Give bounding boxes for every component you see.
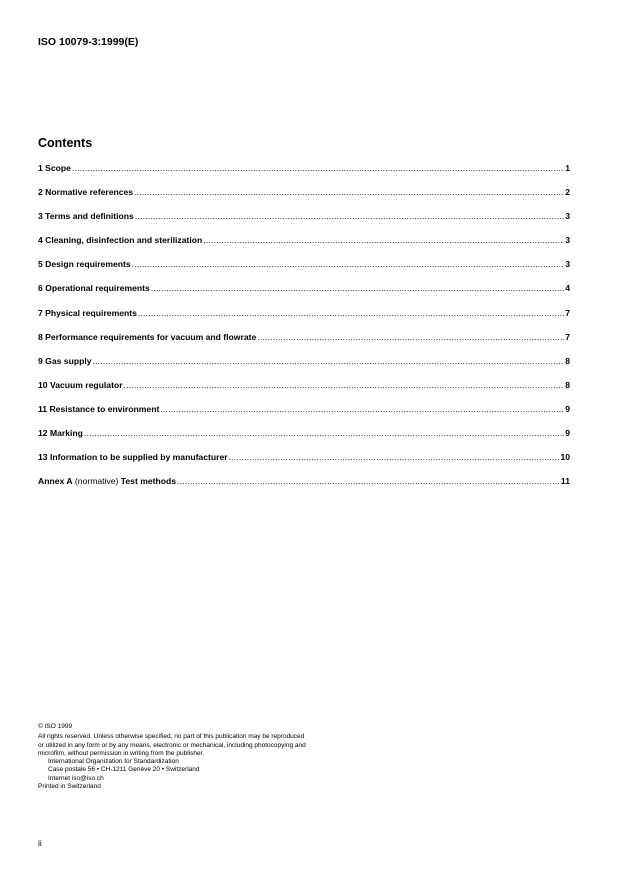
toc-entry-title: 9 Gas supply [38,355,92,366]
dot-leader [229,452,560,462]
contents-heading: Contents [38,136,93,150]
dot-leader [151,283,564,293]
toc-entry-gas-supply[interactable] [38,356,570,380]
toc-entry-page: 8 [565,379,570,390]
dot-leader [160,404,564,414]
toc-entry-title: 6 Operational requirements [38,283,150,294]
dot-leader [203,235,564,245]
toc-entry-title: 7 Physical requirements [38,307,137,318]
toc-entry-title: 12 Marking [38,428,83,439]
toc-entry-design-requirements[interactable] [38,259,570,283]
toc-entry-title: 8 Performance requirements for vacuum and flowrate [38,331,257,342]
toc-entry-vacuum-regulator[interactable] [38,380,570,404]
toc-entry-terms-and-definitions[interactable] [38,211,570,235]
toc-entry-title: 2 Normative references [38,187,134,198]
dot-leader [138,308,564,318]
toc-entry-page: 9 [565,428,570,439]
toc-entry-page: 9 [565,403,570,414]
dot-leader [132,259,565,269]
toc-entry-annex-a[interactable] [38,476,570,500]
copyright-line: © ISO 1999 [38,723,73,730]
annex-title: Test methods [120,476,177,487]
document-identifier: ISO 10079-3:1999(E) [38,36,139,48]
toc-entry-normative-references[interactable] [38,187,570,211]
toc-entry-title: 4 Cleaning, disinfection and sterilization [38,235,203,246]
toc-entry-physical-requirements[interactable] [38,308,570,332]
dot-leader [72,163,564,173]
dot-leader [177,476,560,486]
rights-text-line: All rights reserved. Unless otherwise specified, no part of this publication may be reproduced [38,733,305,741]
toc-entry-title: 5 Design requirements [38,259,131,270]
toc-entry-page: 4 [565,283,570,294]
toc-entry-operational-requirements[interactable] [38,283,570,307]
toc-entry-title: 13 Information to be supplied by manufacturer [38,452,228,463]
toc-entry-cleaning[interactable] [38,235,570,259]
toc-entry-scope[interactable] [38,163,570,187]
toc-entry-information-supplied[interactable] [38,452,570,476]
rights-text-line: or utilized in any form or by any means, electronic or mechanical, including photocopying and [38,741,306,749]
toc-entry-page: 7 [565,331,570,342]
dot-leader [84,428,564,438]
toc-entry-title: 3 Terms and definitions [38,211,134,222]
toc-entry-page: 8 [565,355,570,366]
rights-text-line: microfilm, without permission in writing from the publisher. [38,749,205,757]
organization-name: International Organization for Standardization [48,758,179,766]
toc-entry-title: 1 Scope [38,163,71,173]
toc-entry-resistance-to-environment[interactable] [38,404,570,428]
printed-in: Printed in Switzerland [38,783,101,791]
toc-entry-title: 11 Resistance to environment [38,403,160,414]
annex-qualifier: (normative) [72,476,121,487]
copyright-notice [38,723,306,791]
toc-entry-page: 2 [565,187,570,198]
toc-entry-page: 10 [560,452,570,463]
toc-entry-page: 3 [565,259,570,270]
dot-leader [93,356,565,366]
organization-address: Case postale 56 • CH-1211 Genève 20 • Switzerland [48,766,200,774]
annex-label: Annex A [38,476,73,487]
toc-entry-page: 3 [565,211,570,222]
dot-leader [134,187,564,197]
dot-leader [135,211,564,221]
toc-entry-page: 1 [565,163,570,173]
toc-entry-page: 3 [565,235,570,246]
toc-entry-page: 11 [560,476,570,487]
toc-entry-performance-requirements[interactable] [38,332,570,356]
toc-entry-marking[interactable] [38,428,570,452]
toc-entry-title [38,476,176,486]
dot-leader [124,380,565,390]
toc-entry-page: 7 [565,307,570,318]
page-number: ii [38,838,42,848]
toc-entry-title: 10 Vacuum regulator [38,379,123,390]
dot-leader [257,332,564,342]
table-of-contents [38,163,570,500]
organization-internet: Internet iso@iso.ch [48,774,104,782]
